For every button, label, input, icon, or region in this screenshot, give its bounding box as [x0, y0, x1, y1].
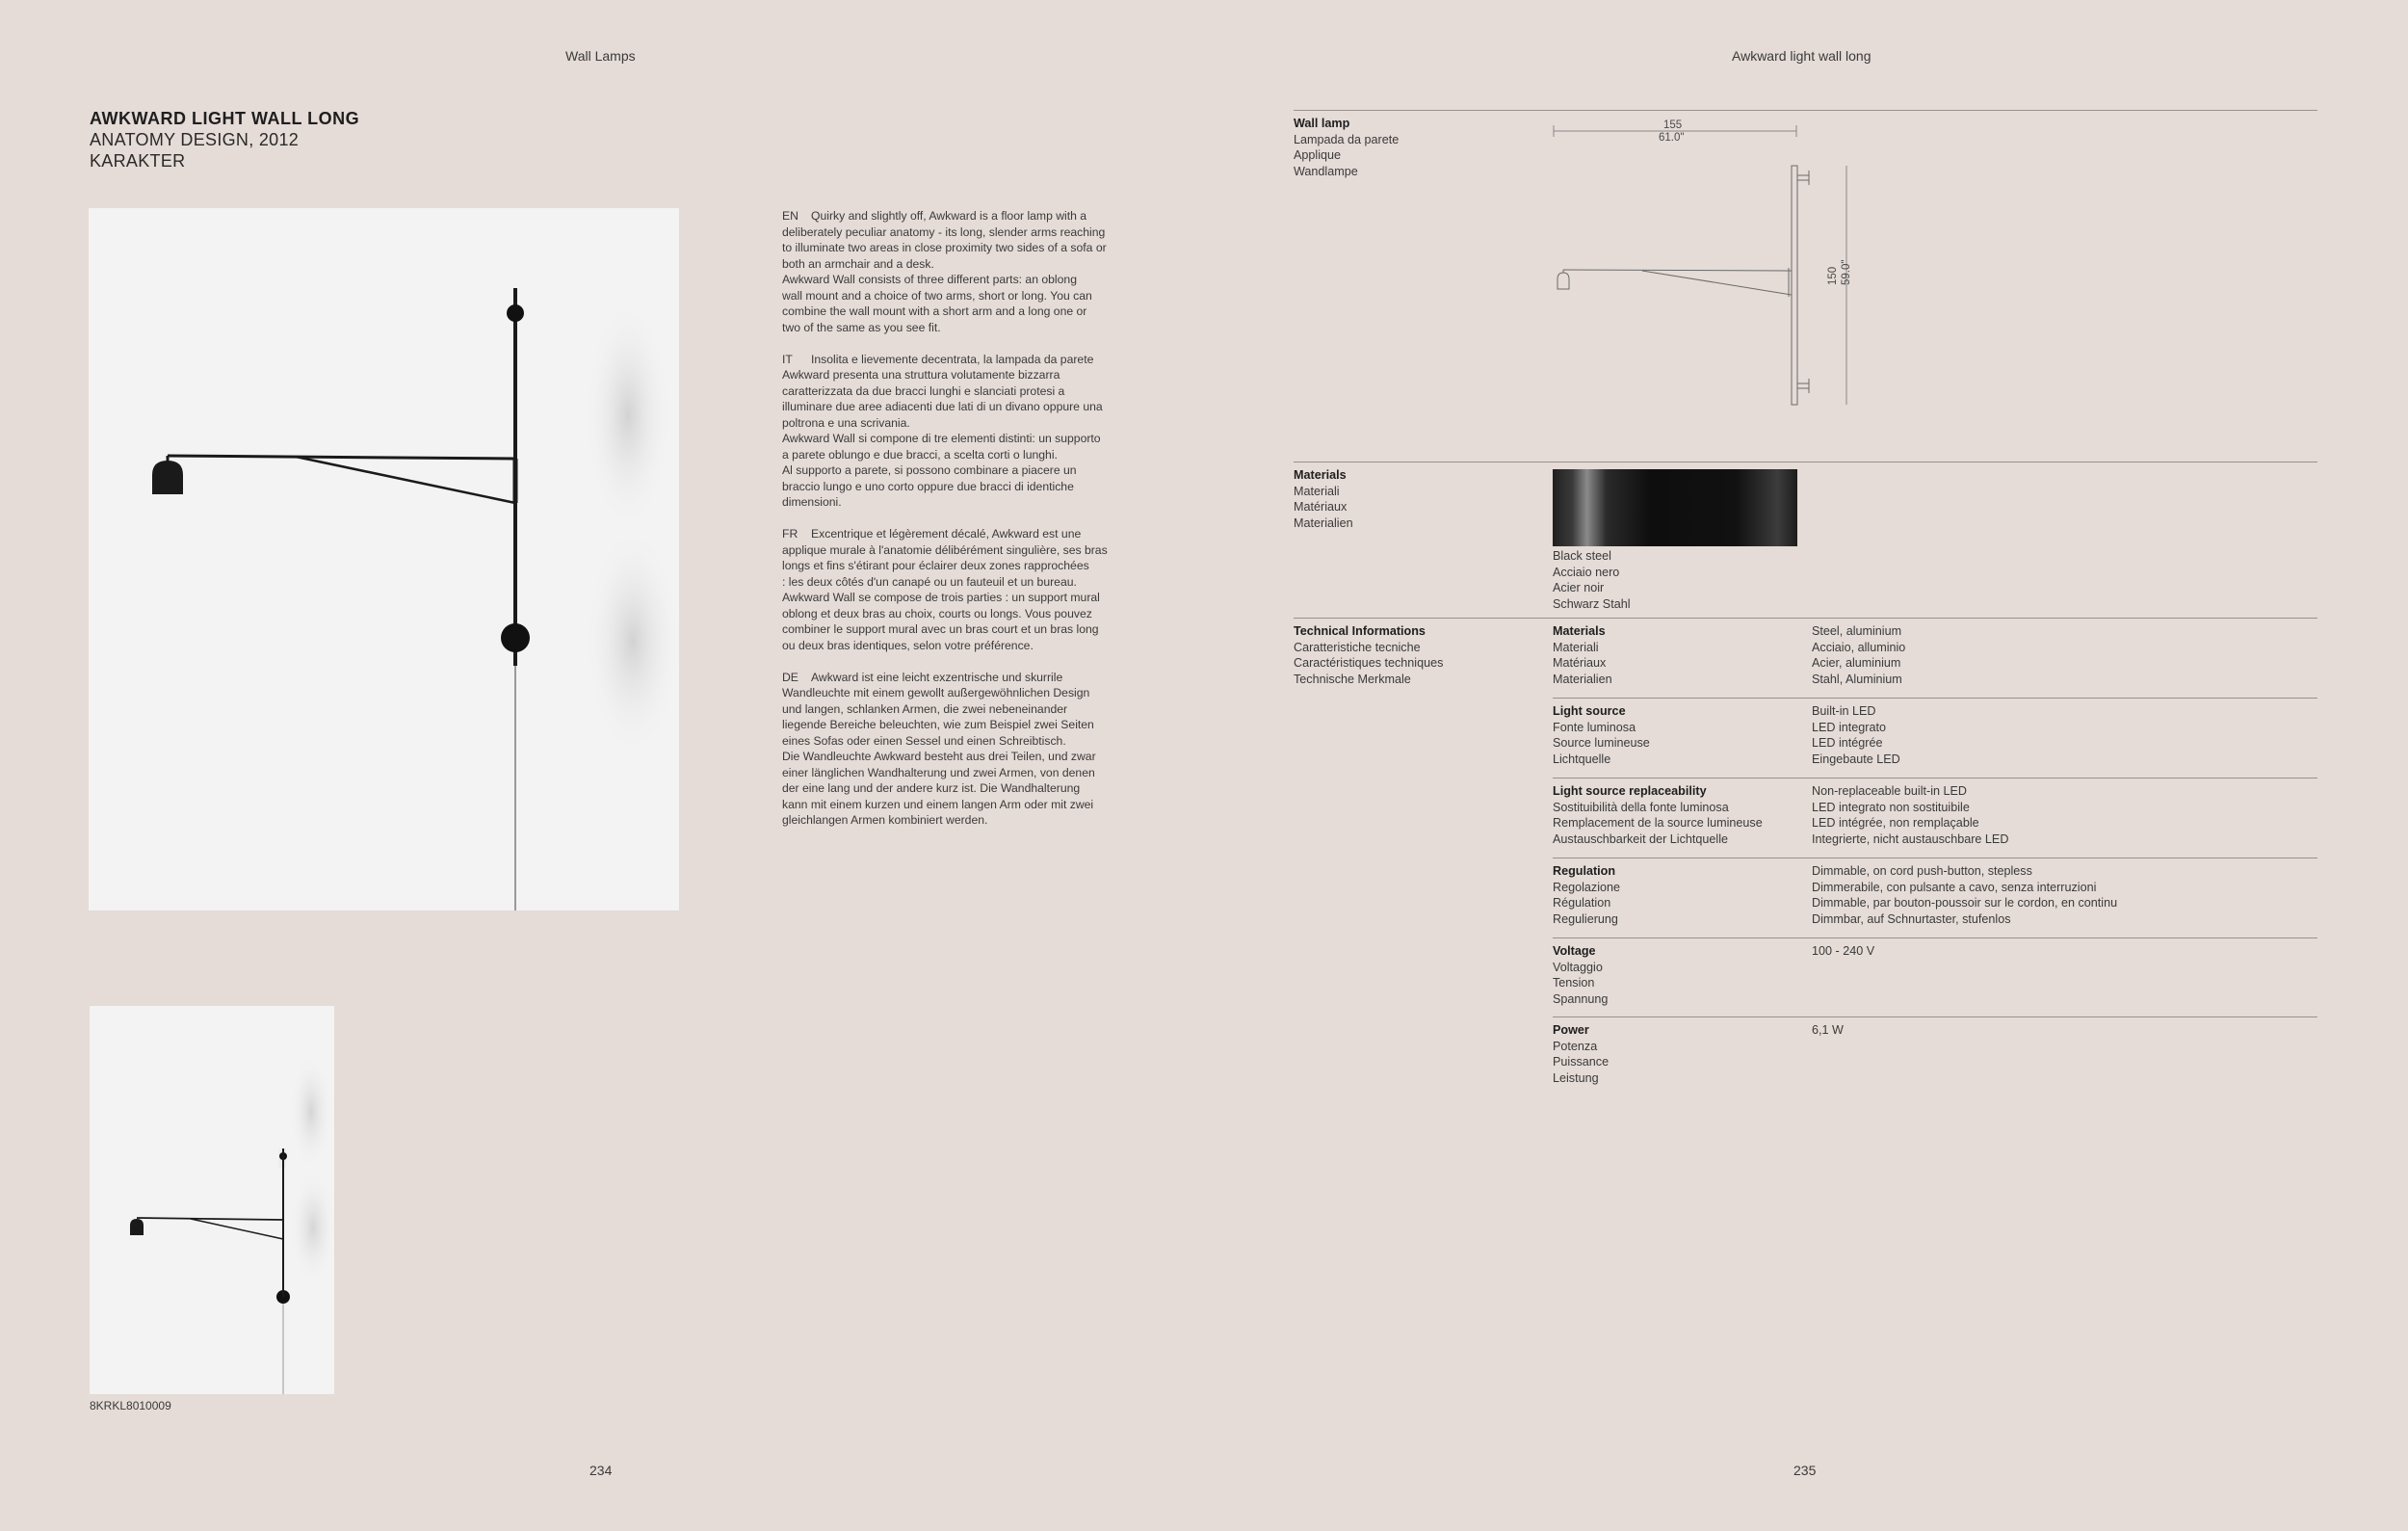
material-swatch-black-steel: [1553, 469, 1797, 546]
lamp-illustration-small: [90, 1006, 334, 1394]
divider-technical: [1294, 618, 2317, 619]
lamp-illustration-large: [89, 208, 679, 911]
running-header-left: Wall Lamps: [565, 48, 636, 64]
spec-row-replaceability: Light source replaceability Sostituibilità della fonte luminosa Remplacement de la source lumineuse Austauschbarkeit der Lichtquelle: [1553, 784, 1763, 846]
product-name: AWKWARD LIGHT WALL LONG: [90, 109, 360, 128]
spec-row-light-source: Light source Fonte luminosa Source lumineuse Lichtquelle: [1553, 704, 1650, 766]
dimension-width-in: 61.0": [1659, 132, 1685, 144]
page-number-left: 234: [589, 1463, 613, 1478]
description-it: IT Insolita e lievemente decentrata, la lampada da parete Awkward presenta una struttura volutamente bizzarra caratterizzata da due bracci lunghi e slanciati protesi a illuminare due aree adiacenti due lati di un divano oppure una poltrona e una scrivania. Awkward Wall si compone di tre elementi distinti: un supporto a parete oblungo e due bracci, a scelta corti o lunghi. Al supporto a parete, si possono combinare a piacere un braccio lungo e uno corto oppure due bracci di identiche dimensioni.: [782, 352, 1103, 509]
divider-voltage: [1553, 937, 2317, 938]
description-fr: FR Excentrique et légèrement décalé, Awkward est une applique murale à l'anatomie délibérément singulière, ses bras longs et fins s'étirant pour éclairer deux zones rapprochées : les deux côtés d'un canapé ou un fauteuil et un bureau. Awkward Wall se compose de trois parties : un support mural oblong et deux bras au choix, courts ou longs. Vous pouvez combiner le support mural avec un bras court et un bras long ou deux bras identiques, selon votre préférence.: [782, 527, 1108, 652]
technical-drawing: [1546, 116, 1873, 414]
divider-power: [1553, 1016, 2317, 1017]
spec-row-regulation: Regulation Regolazione Régulation Regulierung: [1553, 864, 1621, 926]
page-number-right: 235: [1793, 1463, 1817, 1478]
material-finish: Black steel Acciaio nero Acier noir Schwarz Stahl: [1553, 549, 1631, 611]
dimension-height: 150 59.0": [1827, 259, 1852, 285]
product-description: [782, 208, 1121, 844]
designer-line: ANATOMY DESIGN, 2012: [90, 130, 300, 149]
spec-value-voltage: 100 - 240 V: [1812, 944, 1875, 958]
spec-row-voltage: Voltage Voltaggio Tension Spannung: [1553, 944, 1609, 1006]
brand-name: KARAKTER: [90, 151, 186, 171]
spec-value-materials: Steel, aluminium Acciaio, alluminio Acier, aluminium Stahl, Aluminium: [1812, 624, 1906, 686]
product-photo-small: [90, 1006, 334, 1394]
spec-row-materials: Materials Materiali Matériaux Materialien: [1553, 624, 1612, 686]
divider-top: [1294, 110, 2317, 111]
materials-label: Materials Materiali Matériaux Materialien: [1294, 468, 1353, 530]
technical-label: Technical Informations Caratteristiche tecniche Caractéristiques techniques Technische Merkmale: [1294, 624, 1444, 686]
product-photo-large: [89, 208, 679, 911]
description-en: EN Quirky and slightly off, Awkward is a floor lamp with a deliberately peculiar anatomy - its long, slender arms reaching to illuminate two areas in close proximity two sides of a sofa or both an armchair and a desk. Awkward Wall consists of three different parts: an oblong wall mount and a choice of two arms, short or long. You can combine the wall mount with a short arm and a long one or two of the same as you see fit.: [782, 209, 1107, 334]
divider-light-source: [1553, 698, 2317, 699]
spec-value-light-source: Built-in LED LED integrato LED intégrée Eingebaute LED: [1812, 704, 1900, 766]
product-title-block: [90, 108, 359, 172]
divider-replaceability: [1553, 778, 2317, 779]
dimension-width-cm: 155: [1663, 119, 1683, 131]
category-label: Wall lamp Lampada da parete Applique Wandlampe: [1294, 117, 1400, 178]
spec-value-power: 6,1 W: [1812, 1023, 1844, 1037]
description-de: DE Awkward ist eine leicht exzentrische und skurrile Wandleuchte mit einem gewollt außergewöhnlichen Design und langen, schlanken Armen, die zwei nebeneinander liegende Bereiche beleuchten, wie zum Beispiel zwei Seiten eines Sofas oder einen Sessel und einen Schreibtisch. Die Wandleuchte Awkward besteht aus drei Teilen, und zwar einer länglichen Wandhalterung und zwei Armen, von denen der eine lang und der andere kurz ist. Die Wandhalterung kann mit einem kurzen und einem langen Arm oder mit zwei gleichlangen Armen kombiniert werden.: [782, 670, 1096, 827]
spec-value-regulation: Dimmable, on cord push-button, stepless Dimmerabile, con pulsante a cavo, senza interruzioni Dimmable, par bouton-poussoir sur le cordon, en continu Dimmbar, auf Schnurtaster, stufenlos: [1812, 864, 2118, 926]
spec-row-power: Power Potenza Puissance Leistung: [1553, 1023, 1610, 1085]
running-header-right: Awkward light wall long: [1732, 48, 1871, 64]
dimension-drawing: [1546, 116, 1873, 414]
product-code: 8KRKL8010009: [90, 1399, 171, 1412]
spec-value-replaceability: Non-replaceable built-in LED LED integrato non sostituibile LED intégrée, non remplaçable Integrierte, nicht austauschbare LED: [1812, 784, 2009, 846]
